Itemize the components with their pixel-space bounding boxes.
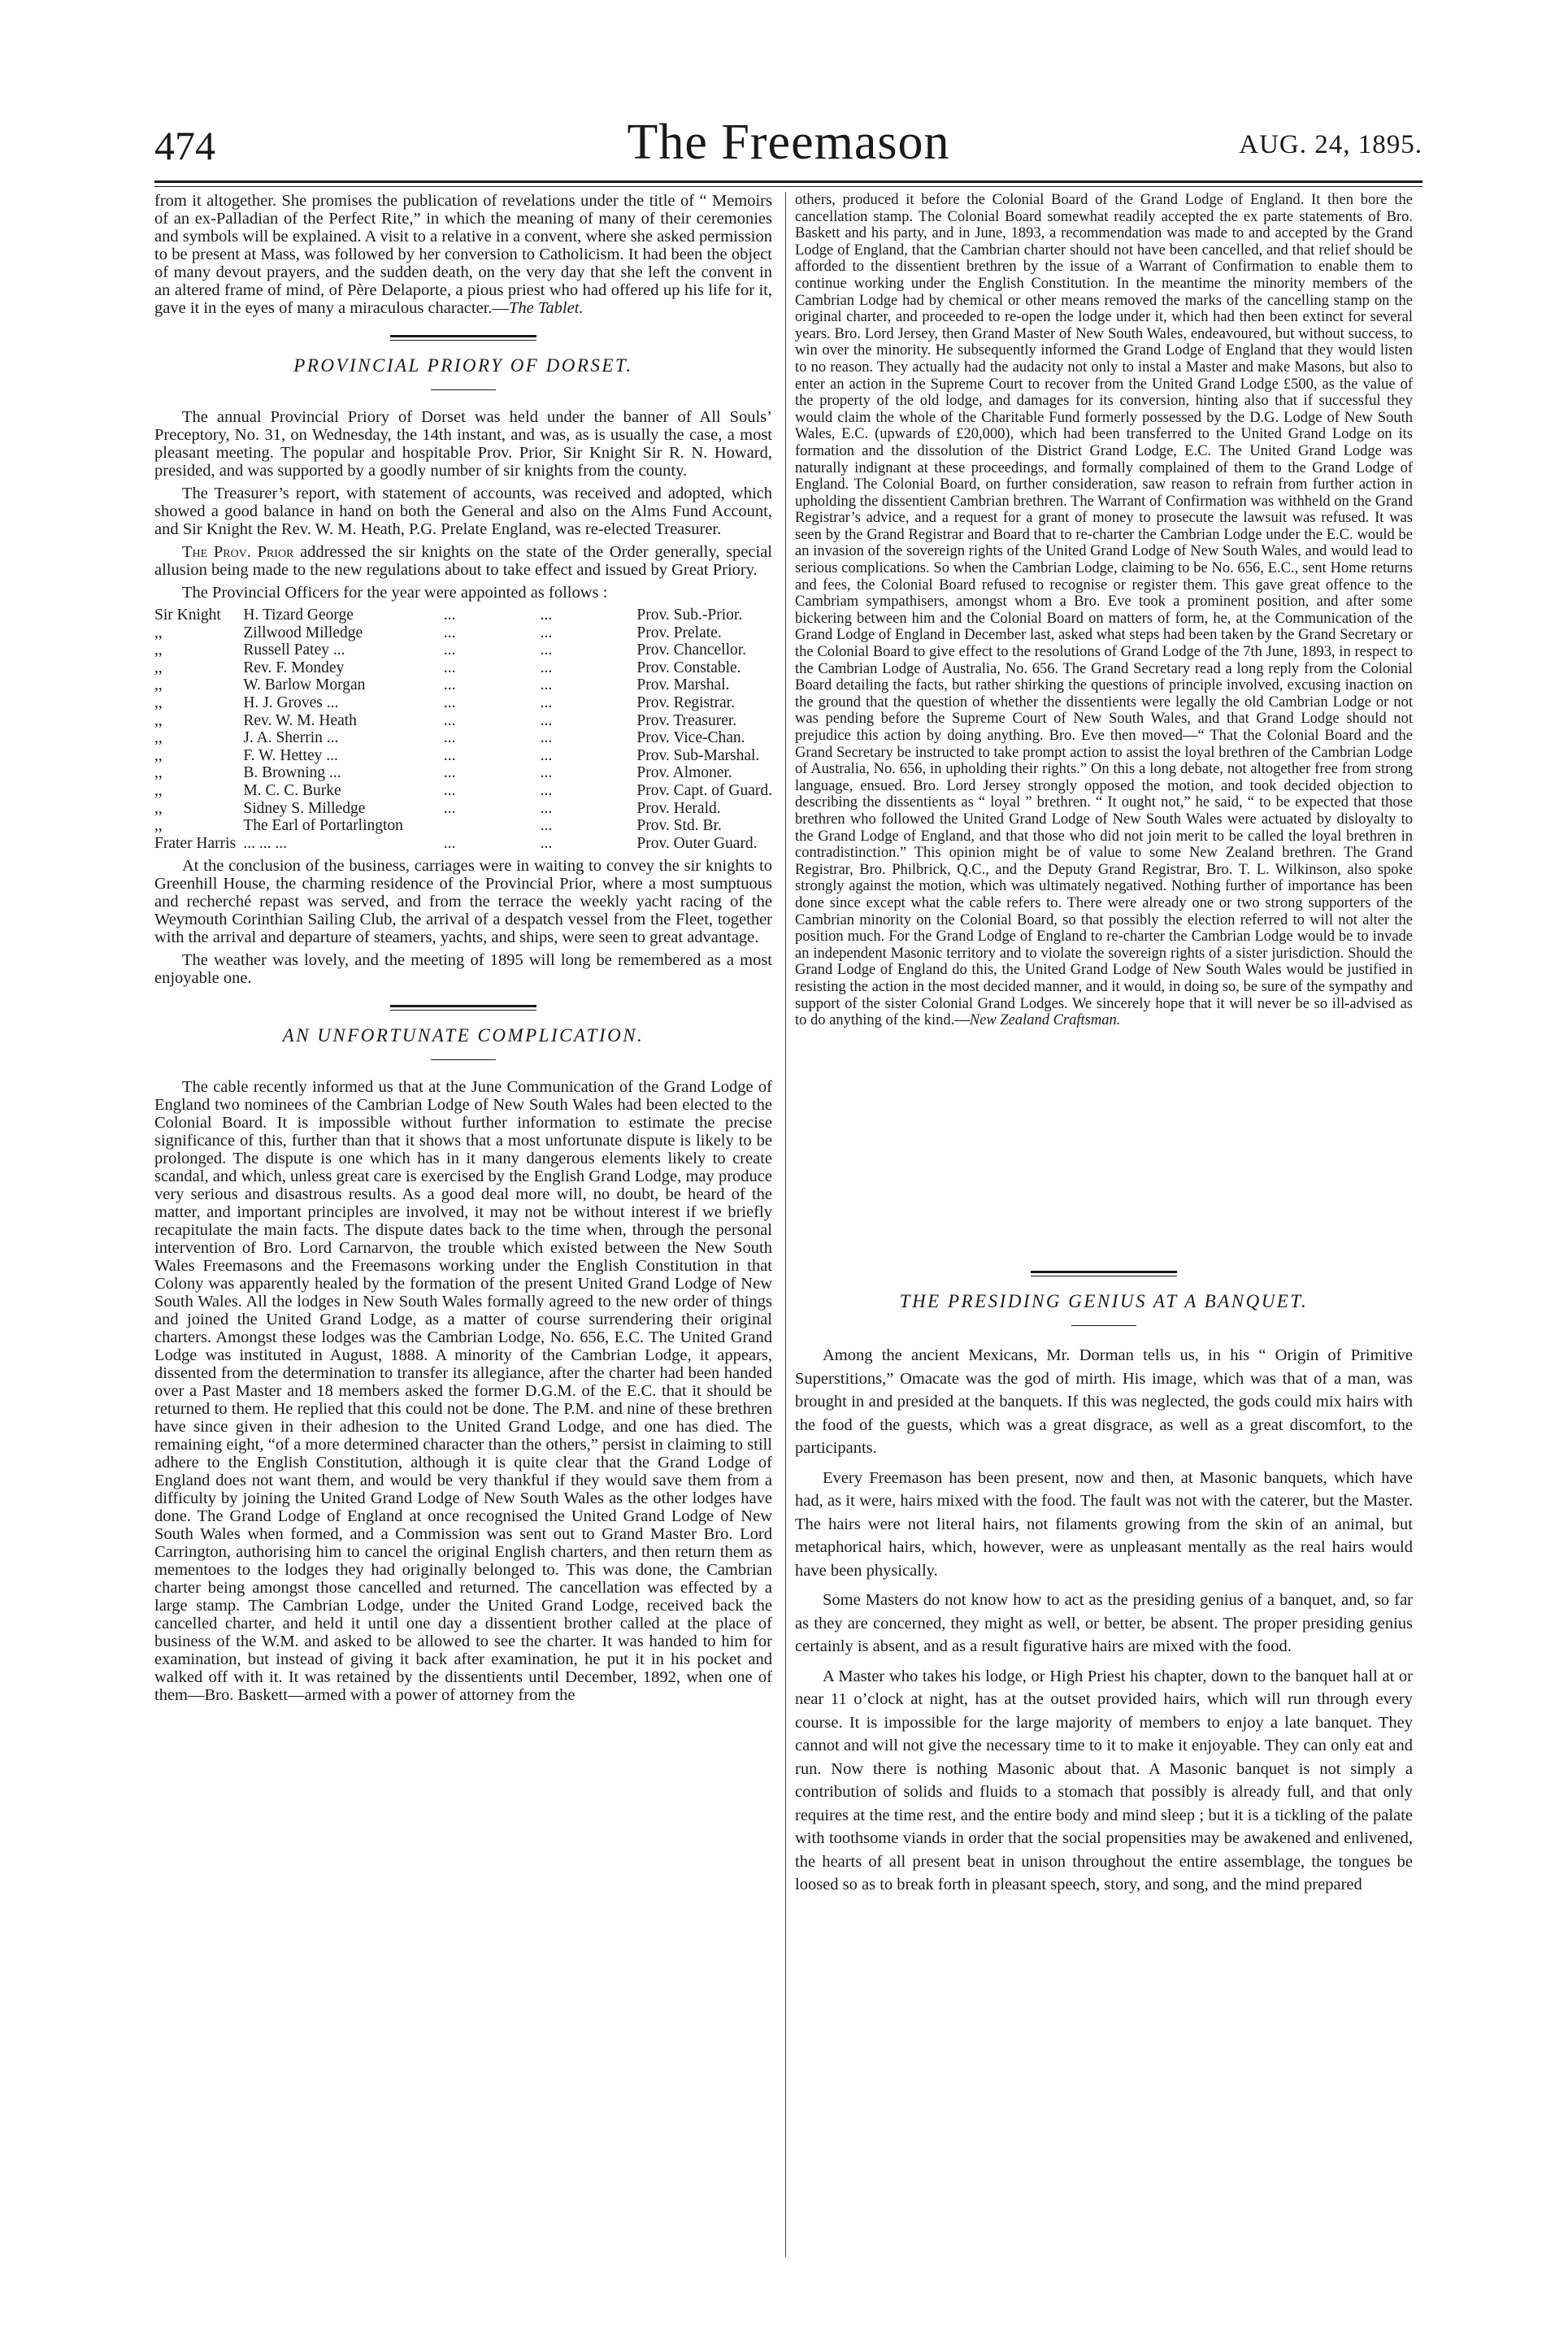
officer-office: Prov. Capt. of Guard. (636, 781, 772, 799)
leader-dots: ... (443, 676, 456, 694)
officers-table (154, 606, 772, 852)
officer-row (154, 764, 772, 782)
leader-dots: ... (443, 781, 456, 799)
leader-dots: ... (443, 729, 456, 747)
page-number: 474 (154, 123, 215, 168)
banquet-paragraph: Among the ancient Mexicans, Mr. Dorman tells us, in his “ Origin of Primitive Superstitions,” Omacate was the god of mirth. His image, which was that of a man, was brought in and presided at the banquets. If this was neglected, the gods could mix hairs with the food of the guests, which was a great disgrace, as well as a great discomfort, to the participants. (795, 1346, 1413, 1457)
continuation-source: New Zealand Craftsman. (969, 1012, 1121, 1029)
section-separator (390, 335, 536, 341)
leader-dots (444, 817, 541, 835)
dorset-paragraph: The Prov. Prior addressed the sir knights on the state of the Order generally, special allusion being made to the new regulations about to take effect and issued by Great Priory. (154, 543, 772, 579)
officer-name: Zillwood Milledge (243, 624, 363, 641)
issue-date: AUG. 24, 1895. (1239, 130, 1422, 159)
officer-name: B. Browning ... (243, 764, 341, 782)
officer-office: Prov. Treasurer. (636, 711, 737, 729)
officer-name: ... ... ... (243, 834, 287, 852)
officer-row (154, 729, 772, 747)
leader-dots: ... (540, 746, 553, 764)
banquet-paragraph: A Master who takes his lodge, or High Priest his chapter, down to the banquet hall at or near 11 o’clock at night, has at the outset provided hairs, which will run through every course. It is impossible for the large majority of members to enjoy a late banquet. They cannot and will not give the necessary time to it to make it enjoyable. They can only eat and run. Now there is nothing Masonic about that. A Masonic banquet is not simply a contribution of solids and fluids to a stomach that possibly is already full, and that only requires at the time rest, and the entire body and mind sleep ; but it is a tickling of the palate with toothsome viands in order that the social propensities may be awakened and enlivened, the hearts of all present beat in unison throughout the entire assemblage, the tongues be loosed so as to break forth in pleasant speech, story, and song, and the mind prepared (795, 1667, 1413, 1893)
officer-name: M. C. C. Burke (243, 781, 341, 799)
officer-title: ,, (154, 817, 163, 835)
officer-title: Sir Knight (154, 606, 221, 624)
officer-name: H. J. Groves ... (243, 693, 339, 711)
officer-row (154, 817, 772, 835)
officer-title: ,, (154, 746, 163, 764)
banquet-article (795, 1344, 1413, 1897)
leader-dots: ... (443, 624, 456, 641)
officer-title: ,, (154, 693, 163, 711)
officer-row (154, 782, 772, 800)
officer-name: The Earl of Portarlington (243, 817, 403, 835)
officer-row (154, 624, 772, 642)
officer-row (154, 676, 772, 694)
continuation-article (795, 192, 1413, 1253)
dorset-paragraph: The weather was lovely, and the meeting of 1895 will long be remembered as a most enjoyable one. (154, 951, 772, 988)
leader-dots: ... (443, 799, 456, 817)
officer-office: Prov. Herald. (636, 799, 721, 817)
leader-dots: ... (540, 799, 553, 817)
officer-office: Prov. Sub.-Prior. (636, 606, 743, 624)
officer-title: ,, (154, 729, 163, 747)
header-rule-thick (154, 180, 1422, 183)
officer-office: Prov. Constable. (636, 659, 741, 676)
banquet-heading: THE PRESIDING GENIUS AT A BANQUET. (899, 1291, 1309, 1311)
officer-office: Prov. Sub-Marshal. (636, 746, 760, 764)
heading-rule (431, 1059, 496, 1060)
banquet-paragraph: Every Freemason has been present, now and then, at Masonic banquets, which have had, as it were, hairs mixed with the food. The fault was not with the caterer, but the Master. The hairs were not literal hairs, not filaments growing from the skin of an animal, but metaphorical hairs, which, however, were as unpleasant mentally as the real hairs would have been physically. (795, 1468, 1413, 1580)
leader-dots: ... (540, 693, 553, 711)
dorset-paragraph: At the conclusion of the business, carriages were in waiting to convey the sir knights to Greenhill House, the charming residence of the Provincial Prior, where a most sumptuous and recherché repast was served, and from the terrace the weekly yacht racing of the Weymouth Corinthian Sailing Club, the arrival of a despatch vessel from the Fleet, together with the arrival and departure of steamers, yachts, and ships, were seen to great advantage. (154, 857, 772, 947)
officer-office: Prov. Prelate. (636, 624, 722, 641)
complication-paragraph: The cable recently informed us that at the June Communication of the Grand Lodge of England two nominees of the Cambrian Lodge of New South Wales had been elected to the Colonial Board. It is impossible without further information to estimate the precise significance of this, further than that it shows that a most unfortunate dispute is likely to be prolonged. The dispute is one which has in it many dangerous elements likely to create scandal, and which, unless great care is exercised by the English Grand Lodge, may produce very serious and disastrous results. As a good deal more will, no doubt, be heard of the matter, and important principles are involved, it may not be without interest if we briefly recapitulate the main facts. The dispute dates back to the time when, through the personal intervention of Bro. Lord Carnarvon, the trouble which existed between the New South Wales Freemasons and the Freemasons working under the English Constitution in that Colony was apparently healed by the formation of the present United Grand Lodge of New South Wales. All the lodges in New South Wales formally agreed to the new order of things and joined the United Grand Lodge, as a matter of course surrendering their original charters. Amongst these lodges was the Cambrian Lodge, No. 656, E.C. The United Grand Lodge was instituted in August, 1888. A minority of the Cambrian Lodge, it appears, dissented from the determination to transfer its allegiance, after the charter had been handed over a Past Master and 18 members asked the former D.G.M. of the E.C. that it should be returned to them. He replied that this could not be done. The P.M. and nine of these brethren have since given in their adhesion to the United Grand Lodge, and one has died. The remaining eight, “of a more determined character than the others,” persist in claiming to still adhere to the English Constitution, although it is quite clear that the Grand Lodge of England does not want them, and would be very thankful if they would save them from a difficulty by joining the United Grand Lodge of New South Wales as the other lodges have done. The Grand Lodge of England at once recognised the United Grand Lodge of New South Wales when formed, and a Commission was sent out to Grand Master Bro. Lord Carrington, authorising him to cancel the original English charters, and then return them as mementoes to the lodges they had originally belonged to. This was done, the Cambrian charter being amongst those cancelled and returned. The cancellation was effected by a large stamp. The Cambrian Lodge, under the United Grand Lodge, received back the cancelled charter, and held it until one day a dissentient brother called at the place of business of the W.M. and asked to be allowed to see the charter. It was handed to him for examination, but instead of giving it back after examination, he put it in his pocket and walked off with it. It was retained by the dissentients until December, 1892, when one of them—Bro. Baskett—armed with a power of attorney from the (154, 1078, 772, 1705)
heading-rule (1071, 1325, 1136, 1326)
officer-title: ,, (154, 764, 163, 782)
leader-dots: ... (540, 781, 553, 799)
leader-dots: ... (443, 659, 456, 676)
banquet-paragraph: Some Masters do not know how to act as the presiding genius of a banquet, and, so far as they are concerned, they might as well, or better, be absent. The proper presiding genius certainly is absent, and as a result figurative hairs are mixed with the food. (795, 1591, 1413, 1655)
section-separator (1031, 1271, 1177, 1276)
dorset-heading: PROVINCIAL PRIORY OF DORSET. (293, 355, 633, 376)
leader-dots: ... (540, 641, 553, 659)
leader-dots: ... (443, 834, 456, 852)
leader-dots: ... (540, 659, 553, 676)
officer-office: Prov. Vice-Chan. (636, 729, 745, 747)
dorset-paragraph: The Treasurer’s report, with statement of accounts, was received and adopted, which showed a good balance in hand on both the General and also on the Alms Fund Account, and Sir Knight the Rev. W. M. Heath, P.G. Prelate England, was re-elected Treasurer. (154, 485, 772, 538)
leader-dots: ... (443, 641, 456, 659)
header-rule-thin (154, 186, 1422, 187)
leader-dots: ... (443, 711, 456, 729)
officer-office: Prov. Chancellor. (636, 641, 747, 659)
right-column (795, 192, 1413, 1903)
officer-office: Prov. Almoner. (636, 764, 732, 782)
officer-title: ,, (154, 676, 163, 694)
officer-title: ,, (154, 624, 163, 641)
section-separator (390, 1005, 536, 1011)
intro-paragraph: from it altogether. She promises the publication of revelations under the title of “ Memoirs of an ex-Palladian of the Perfect Rite,” in which the meaning of many of their ceremonies and symbols will be explained. A visit to a relative in a convent, where she asked permission to be present at Mass, was followed by her conversion to Catholicism. It had been the object of many devout prayers, and the sudden death, on the very day that she left the convent in an altered frame of mind, of Père Delaporte, a pious priest who had offered up his life for it, gave it in the eyes of many a miraculous character.—The Tablet. (154, 192, 772, 317)
continuation-paragraph: others, produced it before the Colonial Board of the Grand Lodge of England. It then bore the cancellation stamp. The Colonial Board somewhat readily accepted the ex parte statements of Bro. Baskett and his party, and in June, 1893, a recommendation was made to and accepted by the Grand Lodge of England, that the Cambrian charter should not have been cancelled, and that relief should be afforded to the dissentient brethren by the issue of a Warrant of Confirmation to enable them to continue working under the English Constitution. In the meantime the minority members of the Cambrian Lodge had by chemical or other means removed the marks of the cancelling stamp on the original charter, and proceeded to re-open the lodge under it, which had then been extinct for several years. Bro. Lord Jersey, then Grand Master of New South Wales, endeavoured, but without success, to win over the minority. He subsequently informed the Grand Lodge of England that they would listen to no reason. They actually had the audacity not only to instal a Master and make Masons, but also to enter an action in the Supreme Court to recover from the United Grand Lodge £500, as the value of the property of the old lodge, and damages for its conversion, hinting also that if successful they would claim the whole of the Charitable Fund formerly possessed by the D.G. Lodge of New South Wales, E.C. (upwards of £20,000), which had been transferred to the United Grand Lodge on its formation and the dissolution of the District Grand Lodge, E.C. The United Grand Lodge was naturally indignant at these proceedings, and formally complained of them to the Grand Lodge of England. The Colonial Board, on further consideration, saw reason to refrain from further action in upholding the dissentient Cambrian brethren. The Warrant of Confirmation was withheld on the Grand Registrar’s advice, and a request for a grant of money to prosecute the lawsuit was refused. It was seen by the Grand Registrar and Board that to re-charter the Cambrian Lodge under the E.C. would be an invasion of the sovereign rights of the United Grand Lodge of New South Wales, and would lead to serious complications. So when the Cambrian Lodge, claiming to be No. 656, E.C., sent Home returns and fees, the Colonial Board refused to recognise or register them. This gave great offence to the Cambriam sympathisers, amongst whom a Bro. Eve took a prominent position, and after some bickering between him and the Colonial Board on matters of form, he, at the Communication of the Grand Lodge of England in December last, asked what steps had been taken by the Grand Secretary or the Colonial Board to give effect to the resolutions of Grand Lodge of the 7th June, 1893, in respect to the Cambrian Lodge of Australia, No. 656. The Grand Secretary read a long reply from the Colonial Board detailing the facts, but rather shirking the questions of principle involved, excusing inaction on the ground that the question of whether the dissentients were legally the old Cambrian Lodge or not was pending before the Supreme Court of New South Wales, and that Grand Lodge should not prejudice this action by doing anything. Bro. Eve then moved—“ That the Colonial Board and the Grand Secretary be instructed to take prompt action to assist the loyal brethren of the Cambrian Lodge of Australia, No. 656, in upholding their rights.” On this a long debate, not altogether free from strong language, ensued. Bro. Lord Jersey strongly opposed the motion, and took decided objection to describing the dissentients as “ loyal ” brethren. “ It ought not,” he said, “ to be expected that those brethren who followed the United Grand Lodge of New South Wales were actuated by disloyalty to the Grand Lodge of England, and that those who did not join merit to be called the loyal brethren in contradistinction.” This opinion might be of value to some New Zealand brethren. The Grand Registrar, Bro. Philbrick, Q.C., and the Deputy Grand Registrar, Bro. T. L. Wilkinson, also spoke strongly against the motion, which was ultimately negatived. Nothing further of importance has been done since except what the cable refers to. There were already one or two strong supporters of the Cambrian minority on the Colonial Board, so that possibly the election referred to will not alter the position much. For the Grand Lodge of England to re-charter the Cambrian Lodge would be to invade an independent Masonic territory and to violate the sovereign rights of a sister jurisdiction. Should the Grand Lodge of England do this, the United Grand Lodge of New South Wales would be justified in resisting the action in the most decided manner, and it would, in doing so, be sure of the sympathy and support of the sister Colonial Grand Lodges. We sincerely hope that it will never be so ill-advised as to do anything of the kind.—New Zealand Craftsman. (795, 192, 1413, 1029)
officer-row (154, 835, 772, 853)
officer-office: Prov. Registrar. (636, 693, 735, 711)
officer-row (154, 712, 772, 730)
intro-source: The Tablet. (509, 299, 584, 317)
leader-dots: ... (540, 711, 553, 729)
complication-heading: AN UNFORTUNATE COMPLICATION. (282, 1025, 645, 1046)
officer-title: ,, (154, 659, 163, 676)
officer-row (154, 800, 772, 818)
officer-office: Prov. Outer Guard. (636, 834, 758, 852)
newspaper-title: The Freemason (627, 115, 950, 170)
leader-dots: ... (443, 746, 456, 764)
leader-dots: ... (540, 624, 553, 641)
officer-name: H. Tizard George (243, 606, 354, 624)
officer-title: ,, (154, 641, 163, 659)
officers-intro: The Provincial Officers for the year were appointed as follows : (182, 584, 608, 602)
officer-name: Russell Patey ... (243, 641, 345, 659)
leader-dots: ... (540, 606, 553, 624)
leader-dots: ... (443, 693, 456, 711)
officer-office: Prov. Marshal. (636, 676, 730, 694)
leader-dots: ... (443, 764, 456, 782)
officer-name: F. W. Hettey ... (243, 746, 338, 764)
left-column (154, 192, 772, 1709)
officer-row (154, 641, 772, 659)
dorset-paragraph: The annual Provincial Priory of Dorset was held under the banner of All Souls’ Preceptory, No. 31, on Wednesday, the 14th instant, and was, as is usually the case, a most pleasant meeting. The popular and hospitable Prov. Prior, Sir Knight Sir R. N. Howard, presided, and was supported by a goodly number of sir knights from the county. (154, 408, 772, 480)
officer-name: J. A. Sherrin ... (243, 729, 339, 747)
masthead (154, 114, 1422, 179)
heading-rule (431, 389, 496, 390)
officer-title: ,, (154, 799, 163, 817)
officer-row (154, 694, 772, 712)
officer-row (154, 659, 772, 677)
leader-dots: ... (540, 764, 553, 782)
leader-dots: ... (540, 834, 553, 852)
officer-title: ,, (154, 711, 163, 729)
officer-name: W. Barlow Morgan (243, 676, 366, 694)
officer-name: Rev. F. Mondey (243, 659, 345, 676)
officer-title: Frater Harris (154, 834, 237, 852)
officer-office: Prov. Std. Br. (636, 817, 722, 835)
column-divider (785, 192, 786, 2257)
officer-row (154, 606, 772, 624)
leader-dots: ... (443, 606, 456, 624)
officer-name: Rev. W. M. Heath (243, 711, 357, 729)
leader-dots: ... (540, 729, 553, 747)
leader-dots: ... (540, 676, 553, 694)
officer-row (154, 747, 772, 765)
officer-name: Sidney S. Milledge (243, 799, 366, 817)
leader-dots: ... (540, 817, 553, 835)
officer-title: ,, (154, 781, 163, 799)
